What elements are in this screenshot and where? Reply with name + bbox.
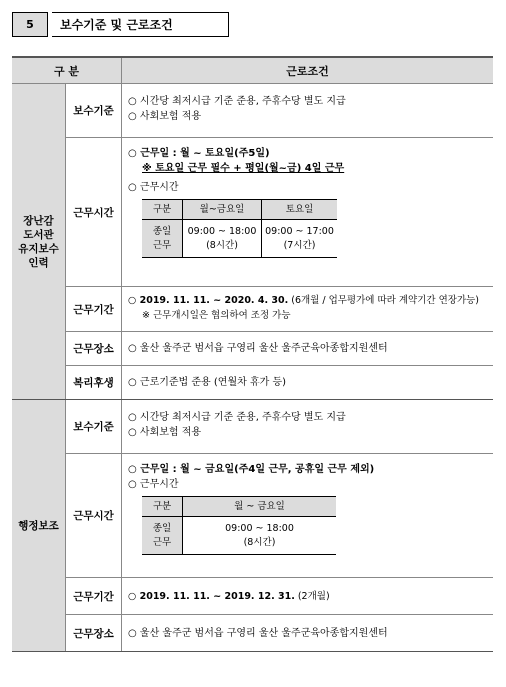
hours-table-head: 토요일: [262, 200, 338, 220]
section-number: 5: [12, 12, 48, 37]
cell-text: (8시간): [243, 536, 276, 548]
hours-cell: [183, 517, 337, 555]
workday-line: ○ 근무일 : 월 ~ 토요일(주5일): [128, 148, 270, 159]
cell-text: 종일: [152, 522, 172, 534]
row-place: [66, 615, 493, 651]
header-category: 구 분: [12, 58, 122, 83]
hours-table-head: 월~금요일: [183, 200, 262, 220]
hours-cell: [262, 220, 338, 258]
row-hours: [66, 454, 493, 578]
hours-table: [142, 199, 337, 258]
section-title: 보수기준 및 근로조건: [52, 12, 229, 37]
cell-text: 09:00 ~ 18:00: [225, 522, 294, 534]
cell-text: 종일: [152, 225, 172, 237]
pay-line: ○ 시간당 최저시급 기준 준용, 주휴수당 별도 지급: [128, 96, 346, 107]
hours-line: ○ 근무시간: [128, 479, 179, 490]
cell-text: 09:00 ~ 18:00: [187, 225, 257, 237]
group-label-admin: 행정보조: [12, 400, 66, 651]
row-label: 보수기준: [66, 400, 122, 453]
row-label: 보수기준: [66, 84, 122, 137]
table-header: [12, 58, 493, 84]
hours-cell: [183, 220, 262, 258]
row-label: 복리후생: [66, 366, 122, 399]
cell-text: 근무: [152, 536, 172, 548]
group-label-toy-library: [12, 84, 66, 399]
hours-table-head: 월 ~ 금요일: [183, 497, 337, 517]
row-period: [66, 578, 493, 615]
row-place: [66, 332, 493, 366]
cell-text: (7시간): [283, 239, 316, 251]
row-period: [66, 287, 493, 332]
pay-line: ○ 사회보험 적용: [128, 427, 202, 438]
hours-table-head: 구분: [142, 497, 183, 517]
hours-line: ○ 근무시간: [128, 182, 179, 193]
row-pay: [66, 84, 493, 138]
place-text: ○ 울산 울주군 범서읍 구영리 울산 울주군육아종합지원센터: [128, 627, 388, 639]
section-header: [12, 12, 229, 37]
group-label-line: 인력: [28, 256, 49, 269]
row-label: 근무기간: [66, 287, 122, 331]
pay-line: ○ 사회보험 적용: [128, 111, 202, 122]
hours-row-head: [142, 517, 183, 555]
period-adjust-note: ※ 근무개시일은 협의하여 조정 가능: [142, 310, 291, 321]
row-label: 근무기간: [66, 578, 122, 614]
hours-row-head: [142, 220, 183, 258]
row-label: 근무시간: [66, 454, 122, 577]
period-note: (2개월): [294, 590, 330, 602]
cell-text: 09:00 ~ 17:00: [265, 225, 334, 237]
workday-note: ※ 토요일 근무 필수 + 평일(월~금) 4일 근무: [142, 163, 345, 174]
row-hours: [66, 138, 493, 287]
group-toy-library: [12, 84, 493, 400]
header-conditions: 근로조건: [286, 64, 329, 78]
row-welfare: [66, 366, 493, 399]
place-text: ○ 울산 울주군 범서읍 구영리 울산 울주군육아종합지원센터: [128, 343, 388, 354]
period-note: (6개월 / 업무평가에 따라 계약기간 연장가능): [288, 295, 480, 306]
period-dates: ○ 2019. 11. 11. ~ 2019. 12. 31.: [128, 590, 295, 602]
row-pay: [66, 400, 493, 454]
group-admin-assistant: [12, 400, 493, 651]
row-label: 근무장소: [66, 332, 122, 365]
conditions-table: [12, 56, 493, 652]
period-dates: ○ 2019. 11. 11. ~ 2020. 4. 30.: [128, 295, 289, 306]
group-label-line: 유지보수: [18, 242, 59, 255]
pay-line: ○ 시간당 최저시급 기준 준용, 주휴수당 별도 지급: [128, 412, 346, 423]
hours-table: [142, 496, 336, 555]
row-label: 근무시간: [66, 138, 122, 286]
workday-line: ○ 근무일 : 월 ~ 금요일(주4일 근무, 공휴일 근무 제외): [128, 464, 375, 475]
cell-text: 근무: [152, 239, 172, 251]
row-label: 근무장소: [66, 615, 122, 651]
cell-text: (8시간): [206, 239, 238, 251]
hours-table-head: 구분: [142, 200, 183, 220]
group-label-line: 도서관: [23, 228, 54, 241]
welfare-text: ○ 근로기준법 준용 (연월차 휴가 등): [128, 377, 287, 388]
group-label-line: 장난감: [23, 214, 54, 227]
